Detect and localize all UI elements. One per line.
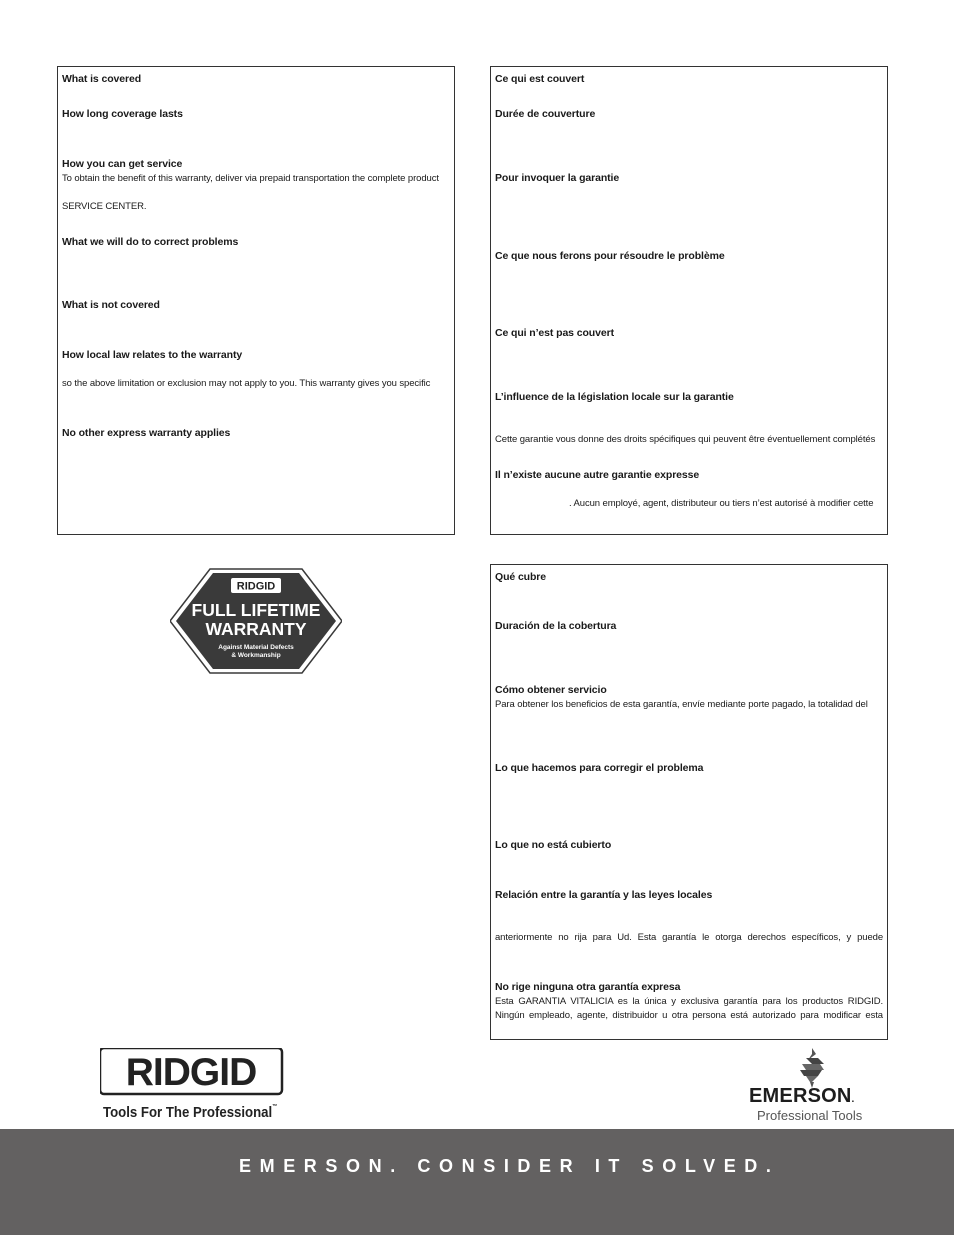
badge-line-1: FULL LIFETIME bbox=[191, 600, 321, 620]
heading-local-law: Relación entre la garantía y las leyes locales bbox=[495, 889, 713, 901]
ridgid-logo-text: RIDGID bbox=[125, 1051, 257, 1094]
heading-not-covered: Ce qui n’est pas couvert bbox=[495, 327, 614, 339]
heading-local-law: L’influence de la législation locale sur la garantie bbox=[495, 391, 734, 403]
heading-local-law: How local law relates to the warranty bbox=[62, 349, 243, 361]
emerson-logo-text: EMERSON bbox=[749, 1085, 852, 1107]
heading-what-is-covered: What is covered bbox=[62, 73, 142, 85]
heading-how-long: Duración de la cobertura bbox=[495, 620, 617, 632]
heading-correct-problems: Lo que hacemos para corregir el problema bbox=[495, 762, 704, 774]
ridgid-tagline bbox=[103, 1104, 277, 1121]
badge-line-4: & Workmanship bbox=[231, 652, 281, 659]
heading-how-long: Durée de couverture bbox=[495, 108, 596, 120]
emerson-subtitle: Professional Tools bbox=[757, 1108, 863, 1123]
heading-how-long: How long coverage lasts bbox=[62, 108, 183, 120]
emerson-logo bbox=[749, 1085, 855, 1108]
warranty-box-spanish bbox=[490, 564, 888, 1040]
emerson-logo-dot: . bbox=[851, 1094, 855, 1105]
heading-no-other-warranty: No rige ninguna otra garantía expresa bbox=[495, 981, 681, 993]
heading-not-covered: What is not covered bbox=[62, 299, 160, 311]
lifetime-warranty-badge bbox=[170, 568, 342, 674]
service-text: Para obtener los beneficios de esta garantía, envíe mediante porte pagado, la totalidad del bbox=[495, 699, 868, 710]
heading-what-is-covered: Qué cubre bbox=[495, 571, 547, 583]
ridgid-logo bbox=[100, 1048, 285, 1096]
warranty-box-french bbox=[490, 66, 888, 535]
badge-brand: RIDGID bbox=[236, 580, 276, 593]
badge-line-3: Against Material Defects bbox=[218, 644, 294, 651]
ridgid-tagline-text: Tools For The Professional bbox=[103, 1104, 273, 1121]
badge-line-2: WARRANTY bbox=[205, 619, 307, 639]
heading-how-service: Pour invoquer la garantie bbox=[495, 172, 620, 184]
heading-no-other-warranty: Il n’existe aucune autre garantie expresse bbox=[495, 469, 700, 481]
heading-correct-problems: Ce que nous ferons pour résoudre le problème bbox=[495, 250, 725, 262]
no-other-text-line-1: Esta GARANTIA VITALICIA es la única y exclusiva garantía para los productos RIDGID. bbox=[495, 996, 883, 1007]
no-other-text-line-2: Ningún empleado, agente, distribuidor u otra persona está autorizado para modificar esta bbox=[495, 1010, 883, 1021]
footer-bar bbox=[0, 1129, 954, 1235]
heading-what-is-covered: Ce qui est couvert bbox=[495, 73, 585, 85]
heading-how-service: Cómo obtener servicio bbox=[495, 684, 607, 696]
local-law-text: so the above limitation or exclusion may not apply to you. This warranty gives you specific bbox=[62, 378, 431, 389]
footer-slogan: EMERSON. CONSIDER IT SOLVED. bbox=[239, 1156, 780, 1176]
heading-how-service: How you can get service bbox=[62, 158, 183, 170]
local-law-text: anteriormente no rija para Ud. Esta garantía le otorga derechos específicos, y puede bbox=[495, 932, 883, 943]
emerson-mark-icon bbox=[798, 1048, 826, 1090]
heading-correct-problems: What we will do to correct problems bbox=[62, 236, 239, 248]
warranty-box-english bbox=[57, 66, 455, 535]
service-text-line-1: To obtain the benefit of this warranty, deliver via prepaid transportation the complete product bbox=[62, 173, 439, 184]
local-law-text: Cette garantie vous donne des droits spécifiques qui peuvent être éventuellement complétés bbox=[495, 434, 876, 445]
service-text-line-2: SERVICE CENTER. bbox=[62, 201, 147, 212]
heading-no-other-warranty: No other express warranty applies bbox=[62, 427, 231, 439]
no-other-text: . Aucun employé, agent, distributeur ou tiers n’est autorisé à modifier cette bbox=[569, 498, 874, 509]
trademark-symbol: ™ bbox=[272, 1104, 278, 1110]
heading-not-covered: Lo que no está cubierto bbox=[495, 839, 612, 851]
